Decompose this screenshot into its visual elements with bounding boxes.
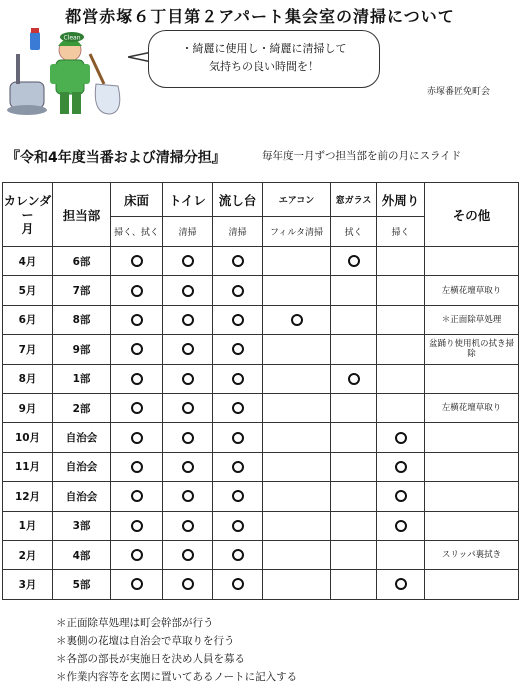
table-row — [3, 393, 519, 422]
duty-cell — [213, 276, 263, 305]
department-cell: 2部 — [53, 393, 111, 422]
header-area-other: その他 — [425, 183, 519, 247]
duty-circle-icon — [182, 285, 194, 297]
duty-circle-icon — [131, 373, 143, 385]
notes-list — [56, 614, 297, 686]
duty-cell — [111, 423, 163, 452]
schedule-title: 『令和4年度当番および清掃分担』 — [6, 150, 226, 166]
duty-cell — [163, 305, 213, 334]
department-cell: 7部 — [53, 276, 111, 305]
duty-cell — [377, 511, 425, 540]
table-row — [3, 305, 519, 334]
duty-circle-icon — [291, 314, 303, 326]
duty-cell — [377, 570, 425, 599]
department-cell: 自治会 — [53, 423, 111, 452]
duty-cell — [213, 570, 263, 599]
table-row — [3, 423, 519, 452]
duty-cell — [331, 364, 377, 393]
duty-cell — [377, 482, 425, 511]
duty-circle-icon — [182, 343, 194, 355]
other-task-cell — [425, 247, 519, 276]
duty-cell — [377, 423, 425, 452]
month-cell: 9月 — [3, 393, 53, 422]
duty-cell — [331, 276, 377, 305]
duty-cell — [163, 364, 213, 393]
duty-cell — [263, 423, 331, 452]
table-row — [3, 511, 519, 540]
month-cell: 8月 — [3, 364, 53, 393]
cleaning-schedule-table — [2, 182, 519, 600]
other-task-cell — [425, 423, 519, 452]
month-cell: 5月 — [3, 276, 53, 305]
task-toilet: 清掃 — [163, 217, 213, 247]
note-item: ＊作業内容等を玄関に置いてあるノートに記入する — [56, 671, 298, 683]
duty-cell — [377, 276, 425, 305]
schedule-note: 毎年度一月ずつ担当部を前の月にスライド — [262, 150, 462, 162]
table-row — [3, 482, 519, 511]
duty-cell — [111, 452, 163, 481]
table-row — [3, 247, 519, 276]
duty-circle-icon — [232, 432, 244, 444]
month-cell: 2月 — [3, 540, 53, 569]
table-row — [3, 276, 519, 305]
duty-cell — [163, 393, 213, 422]
duty-cell — [111, 335, 163, 364]
duty-cell — [163, 540, 213, 569]
month-cell: 7月 — [3, 335, 53, 364]
table-row — [3, 335, 519, 364]
duty-circle-icon — [131, 490, 143, 502]
duty-circle-icon — [131, 520, 143, 532]
duty-cell — [213, 364, 263, 393]
header-area-toilet: トイレ — [163, 183, 213, 217]
duty-cell — [163, 511, 213, 540]
duty-circle-icon — [131, 285, 143, 297]
header-area-outside: 外周り — [377, 183, 425, 217]
duty-circle-icon — [232, 373, 244, 385]
month-cell: 10月 — [3, 423, 53, 452]
duty-cell — [111, 540, 163, 569]
other-task-cell — [425, 511, 519, 540]
duty-cell — [331, 570, 377, 599]
duty-cell — [263, 482, 331, 511]
duty-cell — [111, 482, 163, 511]
duty-circle-icon — [232, 578, 244, 590]
department-cell: 自治会 — [53, 482, 111, 511]
duty-circle-icon — [232, 255, 244, 267]
duty-circle-icon — [348, 373, 360, 385]
department-cell: 3部 — [53, 511, 111, 540]
duty-cell — [163, 570, 213, 599]
duty-circle-icon — [232, 520, 244, 532]
duty-circle-icon — [182, 490, 194, 502]
header-calendar-month — [3, 183, 53, 247]
table-row — [3, 540, 519, 569]
note-item: ＊裏側の花壇は自治会で草取りを行う — [56, 635, 235, 647]
table-row — [3, 452, 519, 481]
duty-cell — [111, 305, 163, 334]
duty-circle-icon — [232, 285, 244, 297]
speech-bubble-text — [150, 40, 378, 76]
duty-circle-icon — [232, 461, 244, 473]
duty-cell — [377, 335, 425, 364]
duty-cell — [377, 452, 425, 481]
other-task-cell: 左横花壇草取り — [425, 393, 519, 422]
duty-circle-icon — [348, 255, 360, 267]
department-cell: 自治会 — [53, 452, 111, 481]
duty-circle-icon — [395, 520, 407, 532]
duty-cell — [263, 570, 331, 599]
duty-circle-icon — [182, 549, 194, 561]
duty-cell — [263, 305, 331, 334]
duty-circle-icon — [182, 373, 194, 385]
duty-cell — [111, 276, 163, 305]
other-task-cell: 盆踊り使用机の拭き掃除 — [425, 335, 519, 364]
duty-circle-icon — [182, 402, 194, 414]
duty-cell — [213, 335, 263, 364]
duty-cell — [163, 247, 213, 276]
duty-cell — [331, 305, 377, 334]
duty-cell — [111, 570, 163, 599]
other-task-cell — [425, 482, 519, 511]
duty-cell — [213, 511, 263, 540]
task-sink: 清掃 — [213, 217, 263, 247]
organization-name: 赤塚番匠免町会 — [426, 87, 490, 97]
duty-circle-icon — [131, 314, 143, 326]
duty-cell — [163, 423, 213, 452]
duty-cell — [377, 305, 425, 334]
other-task-cell: ＊正面除草処理 — [425, 305, 519, 334]
duty-cell — [263, 276, 331, 305]
duty-cell — [213, 393, 263, 422]
month-cell: 12月 — [3, 482, 53, 511]
month-cell: 1月 — [3, 511, 53, 540]
duty-circle-icon — [182, 314, 194, 326]
duty-cell — [163, 452, 213, 481]
duty-cell — [213, 482, 263, 511]
month-cell: 6月 — [3, 305, 53, 334]
duty-cell — [163, 335, 213, 364]
duty-cell — [213, 247, 263, 276]
task-floor: 掃く、拭く — [111, 217, 163, 247]
duty-circle-icon — [395, 461, 407, 473]
duty-circle-icon — [182, 255, 194, 267]
duty-circle-icon — [182, 520, 194, 532]
department-cell: 1部 — [53, 364, 111, 393]
other-task-cell — [425, 364, 519, 393]
bubble-line-1: ・綺麗に使用し・綺麗に清掃して — [181, 42, 347, 55]
duty-cell — [331, 482, 377, 511]
duty-circle-icon — [232, 490, 244, 502]
duty-circle-icon — [232, 549, 244, 561]
duty-cell — [111, 393, 163, 422]
duty-cell — [331, 511, 377, 540]
header-area-aircon: エアコン — [263, 183, 331, 217]
duty-circle-icon — [232, 343, 244, 355]
header-area-window: 窓ガラス — [331, 183, 377, 217]
department-cell: 8部 — [53, 305, 111, 334]
duty-cell — [213, 423, 263, 452]
other-task-cell: スリッパ裏拭き — [425, 540, 519, 569]
month-cell: 11月 — [3, 452, 53, 481]
duty-circle-icon — [182, 461, 194, 473]
note-item: ＊各部の部長が実施日を決め人員を募る — [56, 653, 245, 665]
duty-cell — [377, 393, 425, 422]
table-row — [3, 570, 519, 599]
duty-cell — [263, 540, 331, 569]
department-cell: 9部 — [53, 335, 111, 364]
other-task-cell — [425, 570, 519, 599]
duty-circle-icon — [131, 343, 143, 355]
task-outside: 掃く — [377, 217, 425, 247]
duty-cell — [331, 393, 377, 422]
duty-cell — [111, 364, 163, 393]
duty-cell — [213, 452, 263, 481]
duty-circle-icon — [395, 432, 407, 444]
duty-circle-icon — [395, 490, 407, 502]
header-area-sink: 流し台 — [213, 183, 263, 217]
note-item: ＊正面除草処理は町会幹部が行う — [56, 617, 214, 629]
duty-cell — [331, 247, 377, 276]
department-cell: 5部 — [53, 570, 111, 599]
duty-cell — [263, 247, 331, 276]
department-cell: 4部 — [53, 540, 111, 569]
duty-cell — [163, 482, 213, 511]
duty-cell — [263, 364, 331, 393]
duty-cell — [331, 540, 377, 569]
duty-cell — [331, 452, 377, 481]
duty-circle-icon — [131, 549, 143, 561]
month-cell: 3月 — [3, 570, 53, 599]
other-task-cell — [425, 452, 519, 481]
svg-text:Clean: Clean — [63, 34, 81, 42]
month-cell: 4月 — [3, 247, 53, 276]
header-calendar-line1: カレンダー — [3, 193, 52, 222]
page-title: 都営赤塚６丁目第２アパート集会室の清掃について — [65, 7, 455, 26]
other-task-cell: 左横花壇草取り — [425, 276, 519, 305]
duty-cell — [163, 276, 213, 305]
bubble-line-2: 気持ちの良い時間を！ — [209, 60, 319, 73]
task-aircon: フィルタ清掃 — [263, 217, 331, 247]
department-cell: 6部 — [53, 247, 111, 276]
duty-cell — [213, 540, 263, 569]
duty-circle-icon — [131, 461, 143, 473]
duty-cell — [263, 393, 331, 422]
duty-cell — [263, 511, 331, 540]
header-calendar-line2: 月 — [21, 221, 34, 236]
duty-circle-icon — [232, 402, 244, 414]
duty-circle-icon — [232, 314, 244, 326]
duty-circle-icon — [131, 255, 143, 267]
duty-cell — [111, 247, 163, 276]
duty-cell — [331, 423, 377, 452]
duty-cell — [377, 247, 425, 276]
duty-cell — [377, 364, 425, 393]
duty-circle-icon — [131, 578, 143, 590]
duty-cell — [111, 511, 163, 540]
duty-cell — [213, 305, 263, 334]
duty-cell — [377, 540, 425, 569]
duty-circle-icon — [131, 402, 143, 414]
header-area-floor: 床面 — [111, 183, 163, 217]
table-row — [3, 364, 519, 393]
duty-cell — [263, 335, 331, 364]
duty-circle-icon — [131, 432, 143, 444]
duty-circle-icon — [182, 578, 194, 590]
duty-cell — [331, 335, 377, 364]
cleaning-staff-illustration — [4, 24, 124, 120]
duty-cell — [263, 452, 331, 481]
duty-circle-icon — [395, 578, 407, 590]
duty-circle-icon — [182, 432, 194, 444]
header-department: 担当部 — [53, 183, 111, 247]
task-window: 拭く — [331, 217, 377, 247]
